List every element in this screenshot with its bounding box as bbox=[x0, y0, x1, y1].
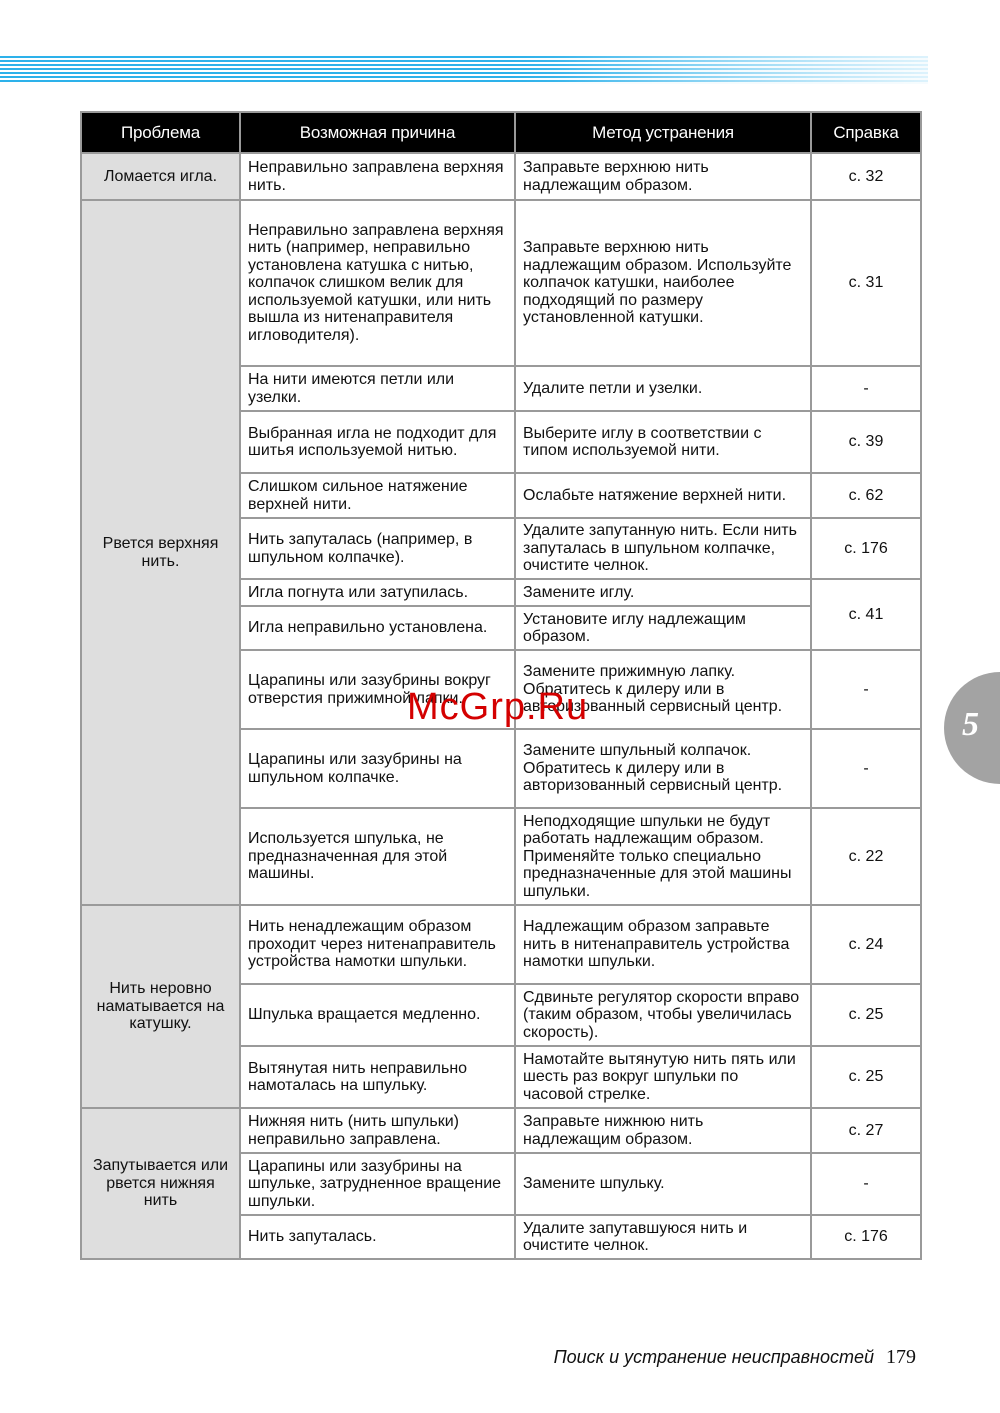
method-cell: Намотайте вытянутую нить пять или шесть раз вокруг шпульки по часовой стрелке. bbox=[515, 1046, 811, 1108]
problem-cell: Рвется верхняя нить. bbox=[81, 200, 240, 905]
problem-cell: Нить неровно наматывается на катушку. bbox=[81, 905, 240, 1108]
table-row bbox=[81, 200, 921, 366]
footer-section-title: Поиск и устранение неисправностей bbox=[553, 1347, 874, 1367]
table-header-row bbox=[81, 112, 921, 153]
method-cell: Выберите иглу в соответствии с типом используемой нити. bbox=[515, 411, 811, 473]
method-cell: Надлежащим образом заправьте нить в нитенаправитель устройства намотки шпульки. bbox=[515, 905, 811, 984]
cause-cell: Неправильно заправлена верхняя нить (например, неправильно установлена катушка с нитью, колпачок слишком велик для используемой катушки, или нить вышла из нитенаправителя игловодителя). bbox=[240, 200, 515, 366]
page-number: 179 bbox=[886, 1346, 916, 1368]
method-cell: Удалите запутавшуюся нить и очистите челнок. bbox=[515, 1215, 811, 1259]
reference-cell: с. 39 bbox=[811, 411, 921, 473]
cause-cell: Нижняя нить (нить шпульки) неправильно заправлена. bbox=[240, 1108, 515, 1153]
reference-cell: с. 27 bbox=[811, 1108, 921, 1153]
method-cell: Замените иглу. bbox=[515, 579, 811, 606]
table-row bbox=[81, 153, 921, 200]
reference-cell: с. 32 bbox=[811, 153, 921, 200]
cause-cell: Используется шпулька, не предназначенная для этой машины. bbox=[240, 808, 515, 905]
cause-cell: Царапины или зазубрины вокруг отверстия прижимной лапки. bbox=[240, 650, 515, 729]
cause-cell: На нити имеются петли или узелки. bbox=[240, 366, 515, 411]
reference-cell: - bbox=[811, 650, 921, 729]
reference-cell: с. 25 bbox=[811, 1046, 921, 1108]
reference-cell: с. 62 bbox=[811, 473, 921, 518]
header-stripe-bar bbox=[0, 56, 928, 84]
cause-cell: Вытянутая нить неправильно намоталась на шпульку. bbox=[240, 1046, 515, 1108]
page-footer bbox=[554, 1346, 916, 1369]
reference-cell: с. 25 bbox=[811, 984, 921, 1046]
cause-cell: Игла неправильно установлена. bbox=[240, 606, 515, 650]
reference-cell: - bbox=[811, 729, 921, 808]
header-method: Метод устранения bbox=[515, 112, 811, 153]
method-cell: Заправьте верхнюю нить надлежащим образом. bbox=[515, 153, 811, 200]
method-cell: Замените шпульный колпачок. Обратитесь к дилеру или в авторизованный сервисный центр. bbox=[515, 729, 811, 808]
reference-cell: - bbox=[811, 1153, 921, 1215]
reference-cell: с. 176 bbox=[811, 1215, 921, 1259]
reference-cell: - bbox=[811, 366, 921, 411]
problem-cell: Ломается игла. bbox=[81, 153, 240, 200]
cause-cell: Нить запуталась. bbox=[240, 1215, 515, 1259]
reference-cell: с. 176 bbox=[811, 518, 921, 579]
table-row bbox=[81, 1108, 921, 1153]
cause-cell: Игла погнута или затупилась. bbox=[240, 579, 515, 606]
method-cell: Замените шпульку. bbox=[515, 1153, 811, 1215]
method-cell: Неподходящие шпульки не будут работать надлежащим образом. Применяйте только специально предназначенные для этой машины шпульки. bbox=[515, 808, 811, 905]
reference-cell: с. 31 bbox=[811, 200, 921, 366]
cause-cell: Нить ненадлежащим образом проходит через нитенаправитель устройства намотки шпульки. bbox=[240, 905, 515, 984]
header-cause: Возможная причина bbox=[240, 112, 515, 153]
method-cell: Заправьте нижнюю нить надлежащим образом. bbox=[515, 1108, 811, 1153]
cause-cell: Нить запуталась (например, в шпульном колпачке). bbox=[240, 518, 515, 579]
reference-cell: с. 41 bbox=[811, 579, 921, 650]
reference-cell: с. 24 bbox=[811, 905, 921, 984]
header-reference: Справка bbox=[811, 112, 921, 153]
chapter-number: 5 bbox=[962, 706, 979, 743]
cause-cell: Неправильно заправлена верхняя нить. bbox=[240, 153, 515, 200]
method-cell: Удалите петли и узелки. bbox=[515, 366, 811, 411]
method-cell: Ослабьте натяжение верхней нити. bbox=[515, 473, 811, 518]
chapter-tab bbox=[944, 672, 1000, 784]
cause-cell: Выбранная игла не подходит для шитья используемой нитью. bbox=[240, 411, 515, 473]
reference-cell: с. 22 bbox=[811, 808, 921, 905]
problem-cell: Запутывается или рвется нижняя нить bbox=[81, 1108, 240, 1259]
table-row bbox=[81, 905, 921, 984]
method-cell: Замените прижимную лапку. Обратитесь к дилеру или в авторизованный сервисный центр. bbox=[515, 650, 811, 729]
method-cell: Удалите запутанную нить. Если нить запуталась в шпульном колпачке, очистите челнок. bbox=[515, 518, 811, 579]
method-cell: Установите иглу надлежащим образом. bbox=[515, 606, 811, 650]
cause-cell: Царапины или зазубрины на шпульке, затрудненное вращение шпульки. bbox=[240, 1153, 515, 1215]
cause-cell: Царапины или зазубрины на шпульном колпачке. bbox=[240, 729, 515, 808]
method-cell: Заправьте верхнюю нить надлежащим образом. Используйте колпачок катушки, наиболее подходящий по размеру установленной катушки. bbox=[515, 200, 811, 366]
watermark-text: McGrp.Ru bbox=[407, 686, 589, 728]
header-problem: Проблема bbox=[81, 112, 240, 153]
method-cell: Сдвиньте регулятор скорости вправо (таким образом, чтобы увеличилась скорость). bbox=[515, 984, 811, 1046]
cause-cell: Слишком сильное натяжение верхней нити. bbox=[240, 473, 515, 518]
cause-cell: Шпулька вращается медленно. bbox=[240, 984, 515, 1046]
